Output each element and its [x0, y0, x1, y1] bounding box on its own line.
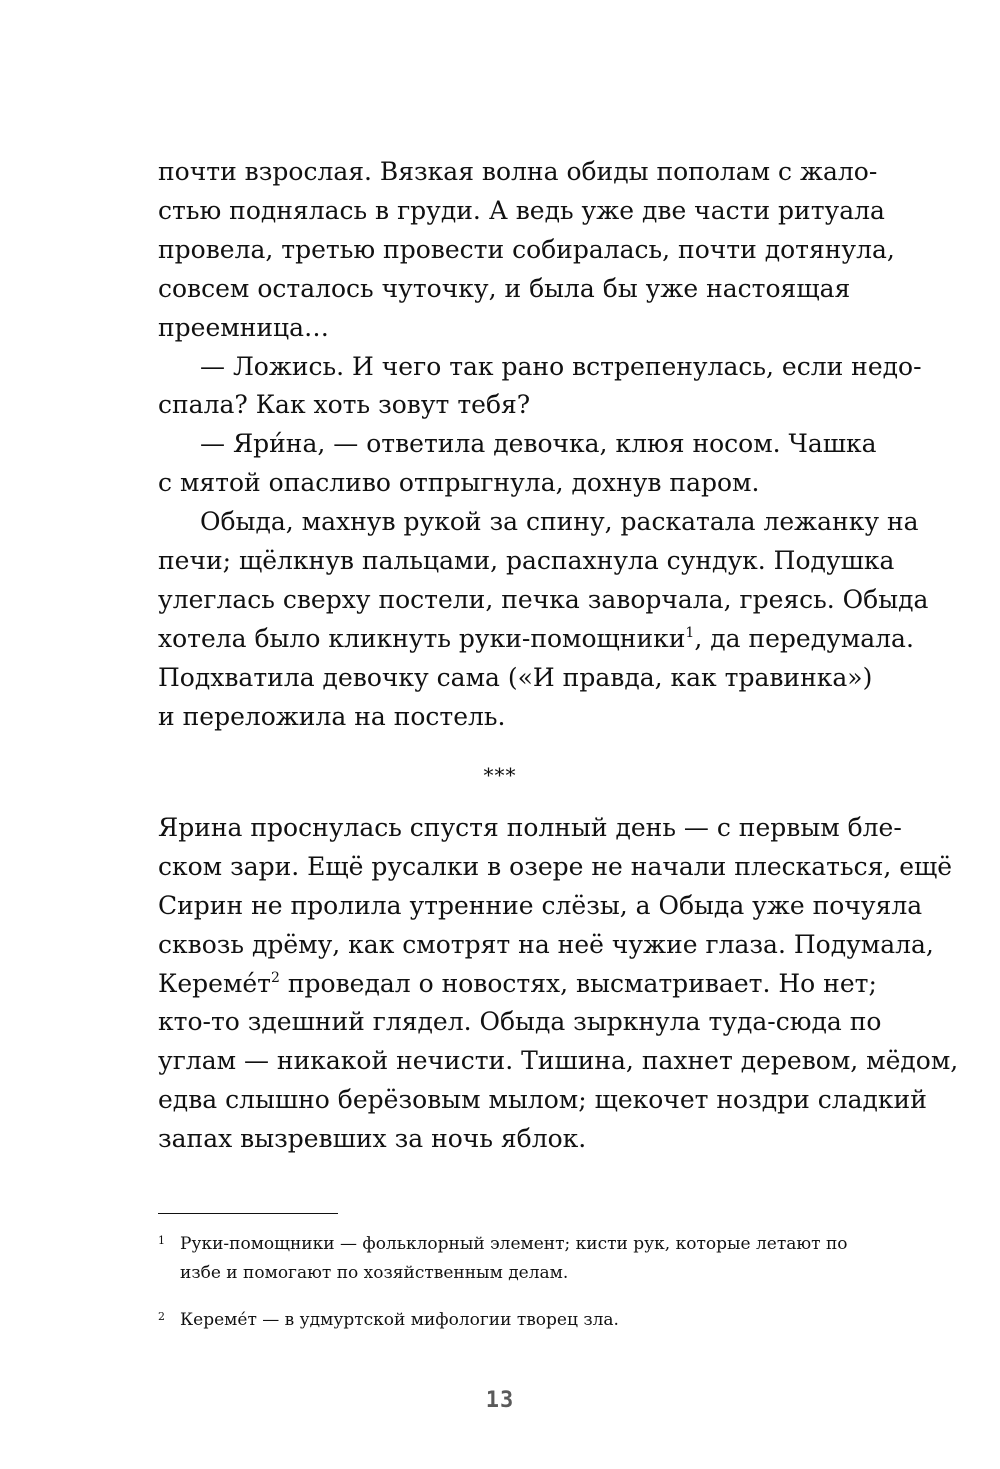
text-line: печи; щёлкнув пальцами, распахнула сундук. Подушка: [158, 545, 895, 575]
text-line: — Ложись. И чего так рано встрепенулась, если недо-: [200, 351, 922, 381]
text-line: [158, 620, 914, 659]
footnote-number: 2: [158, 1310, 165, 1323]
text-line: преемница…: [158, 312, 330, 342]
footnote-1: [158, 1230, 848, 1288]
footnote-text: Руки-помощники — фольклорный элемент; кисти рук, которые летают по: [180, 1234, 848, 1254]
footnote-number: 1: [158, 1234, 165, 1247]
text-line: ском зари. Ещё русалки в озере не начали плескаться, ещё: [158, 851, 953, 881]
text-line: углам — никакой нечисти. Тишина, пахнет деревом, мёдом,: [158, 1046, 959, 1076]
text-line: Сирин не пролила утренние слёзы, а Обыда уже почуяла: [158, 890, 923, 920]
narrative-paragraph: [158, 809, 959, 1159]
text-segment: хотела было кликнуть руки-помощники: [158, 623, 686, 653]
text-line: почти взрослая. Вязкая волна обиды пополам с жало-: [158, 157, 878, 186]
text-line: провела, третью провести собиралась, почти дотянула,: [158, 234, 895, 264]
footnote-reference: 2: [271, 969, 280, 986]
text-line: Обыда, махнув рукой за спину, раскатала лежанку на: [200, 507, 919, 537]
narrative-paragraph: [158, 503, 929, 736]
page-number: 13: [485, 1388, 515, 1413]
text-segment: , да передумала.: [694, 623, 914, 653]
text-segment: проведал о новостях, высматривает. Но нет;: [279, 968, 877, 998]
text-line: Ярина проснулась спустя полный день — с первым бле-: [158, 813, 902, 842]
text-line: сквозь дрёму, как смотрят на неё чужие глаза. Подумала,: [158, 929, 934, 959]
text-line: и переложила на постель.: [158, 701, 506, 731]
paragraph-continuation: [158, 153, 895, 347]
text-line: запах вызревших за ночь яблок.: [158, 1124, 587, 1154]
text-line: с мятой опасливо отпрыгнула, дохнув паром.: [158, 468, 760, 498]
dialogue-paragraph: [158, 348, 922, 426]
text-line: спала? Как хоть зовут тебя?: [158, 390, 531, 420]
text-line: кто-то здешний глядел. Обыда зыркнула туда-сюда по: [158, 1007, 882, 1037]
text-line: [158, 965, 877, 1004]
text-line: едва слышно берёзовым мылом; щекочет ноздри сладкий: [158, 1085, 927, 1115]
footnote-text: избе и помогают по хозяйственным делам.: [180, 1263, 569, 1283]
text-line: Подхватила девочку сама («И правда, как травинка»): [158, 662, 873, 692]
text-line: стью поднялась в груди. А ведь уже две части ритуала: [158, 195, 885, 225]
text-segment: Кереме́т: [158, 968, 272, 998]
footnote-divider: [158, 1213, 338, 1214]
text-line: совсем осталось чуточку, и была бы уже настоящая: [158, 273, 851, 303]
dialogue-paragraph: [158, 425, 877, 503]
text-line: улеглась сверху постели, печка заворчала, греясь. Обыда: [158, 584, 929, 614]
footnote-text: Кереме́т — в удмуртской мифологии творец зла.: [180, 1310, 619, 1330]
text-line: — Яри́на, — ответила девочка, клюя носом. Чашка: [200, 429, 877, 459]
section-separator: ***: [483, 763, 517, 787]
footnote-2: [158, 1306, 842, 1335]
footnote-reference: 1: [685, 624, 695, 641]
